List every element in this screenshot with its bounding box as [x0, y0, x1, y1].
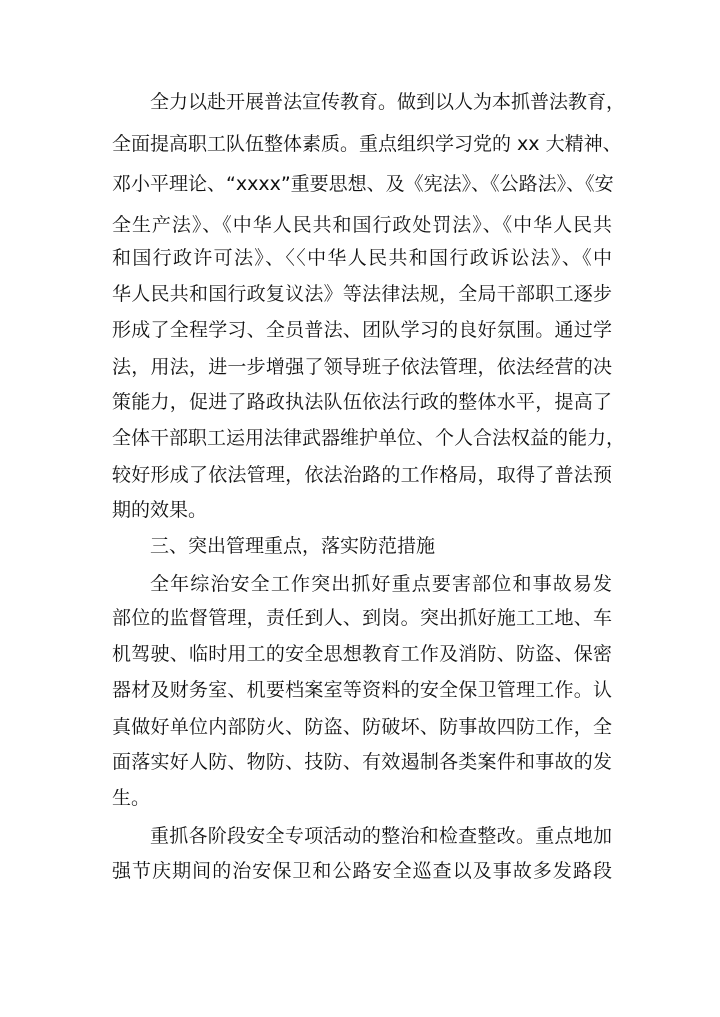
paragraph-3-line-1: 全年综治安全工作突出抓好重点要害部位和事故易发	[150, 573, 612, 595]
paragraph-3-line-2: 部位的监督管理，责任到人、到岗。突出抓好施工工地、车	[112, 607, 612, 629]
paragraph-3-line-6: 面落实好人防、物防、技防、有效遏制各类案件和事故的发	[112, 751, 612, 773]
paragraph-3-line-5: 真做好单位内部防火、防盗、防破坏、防事故四防工作，全	[112, 716, 612, 738]
paragraph-4-line-1: 重抓各阶段安全专项活动的整治和检查整改。重点地加	[150, 825, 612, 847]
paragraph-1-line-10: 全体干部职工运用法律武器维护单位、个人合法权益的能力，	[112, 427, 626, 449]
paragraph-1-line-6: 华人民共和国行政复议法》等法律法规，全局干部职工逐步	[112, 283, 612, 305]
paragraph-1-line-8: 法，用法，进一步增强了领导班子依法管理，依法经营的决	[112, 356, 612, 378]
paragraph-1-line-3: 邓小平理论、“xxxx”重要思想、及《宪法》、《公路法》、《安	[112, 173, 614, 195]
paragraph-1-line-4: 全生产法》、《中华人民共和国行政处罚法》、《中华人民共	[112, 214, 612, 236]
paragraph-1-line-5: 和国行政许可法》、〈〈中华人民共和国行政诉讼法》、《中	[112, 247, 612, 269]
paragraph-4-line-2: 强节庆期间的治安保卫和公路安全巡查以及事故多发路段	[112, 860, 612, 882]
paragraph-1-line-12: 期的效果。	[112, 499, 208, 521]
paragraph-1-line-1: 全力以赴开展普法宣传教育。做到以人为本抓普法教育，	[150, 91, 626, 113]
paragraph-1-line-7: 形成了全程学习、全员普法、团队学习的良好氛围。通过学	[112, 319, 612, 341]
section-heading: 三、突出管理重点，落实防范措施	[150, 535, 436, 557]
paragraph-3-line-7: 生。	[112, 787, 151, 809]
paragraph-1-line-11: 较好形成了依法管理，依法治路的工作格局，取得了普法预	[112, 464, 612, 486]
paragraph-3-line-3: 机驾驶、临时用工的安全思想教育工作及消防、防盗、保密	[112, 643, 612, 665]
paragraph-3-line-4: 器材及财务室、机要档案室等资料的安全保卫管理工作。认	[112, 679, 612, 701]
paragraph-1-line-9: 策能力，促进了路政执法队伍依法行政的整体水平，提高了	[112, 391, 612, 413]
paragraph-1-line-2: 全面提高职工队伍整体素质。重点组织学习党的 xx 大精神、	[112, 133, 622, 155]
